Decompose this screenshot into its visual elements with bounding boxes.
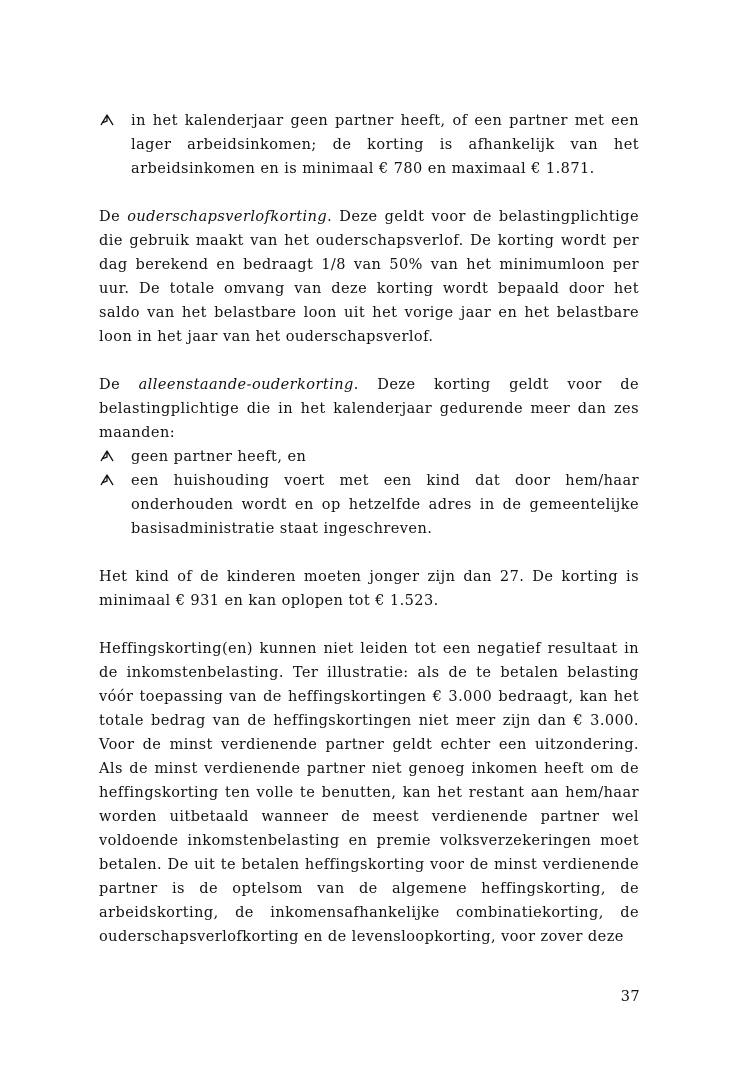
list-item bbox=[99, 469, 639, 541]
paragraph-text: . Deze geldt voor de belastingplichtige die gebruik maakt van het ouderschapsverlof. De korting wordt per dag berekend en bedraagt 1/8 van 50% van het minimumloon per uur. De totale omvang van deze korting wordt bepaald door het saldo van het belastbare loon uit het vorige jaar en het belastbare loon in het jaar van het ouderschapsverlof. bbox=[99, 209, 639, 345]
paragraph-kind: Het kind of de kinderen moeten jonger zijn dan 27. De korting is minimaal € 931 en kan oplopen tot € 1.523. bbox=[99, 569, 639, 609]
term-ouderschapsverlofkorting: ouderschapsverlofkorting bbox=[127, 209, 328, 225]
paragraph-alleenstaande-ouderkorting bbox=[99, 373, 639, 445]
list-item bbox=[99, 445, 639, 469]
paragraph-text: . Deze korting geldt voor de belastingplichtige die in het kalenderjaar gedurende meer dan zes maanden: bbox=[99, 377, 639, 441]
document-body bbox=[99, 109, 639, 949]
paragraph-lead: De bbox=[99, 209, 128, 225]
alleenstaande-bullet-list bbox=[99, 445, 639, 541]
list-item bbox=[99, 109, 639, 181]
intro-bullet-list bbox=[99, 109, 639, 181]
paragraph-heffingskorting: Heffingskorting(en) kunnen niet leiden tot een negatief resultaat in de inkomstenbelasting. Ter illustratie: als de te betalen belasting vóór toepassing van de heffingskortingen € 3.000 bedraagt, kan het totale bedrag van de heffingskortingen niet meer zijn dan € 3.000. Voor de minst verdienende partner geldt echter een uitzondering. Als de minst verdienende partner niet genoeg inkomen heeft om de heffingskorting ten volle te benutten, kan het restant aan hem/haar worden uitbetaald wanneer de meest verdienende partner wel voldoende inkomstenbelasting en premie volksverzekeringen moet betalen. De uit te betalen heffingskorting voor de minst verdienende partner is de optelsom van de algemene heffingskorting, de arbeidskorting, de inkomensafhankelijke combinatiekorting, de ouderschapsverlofkorting en de levensloopkorting, voor zover deze bbox=[99, 641, 639, 945]
bullet-text: geen partner heeft, en bbox=[131, 449, 307, 465]
page-number: 37 bbox=[620, 989, 640, 1005]
open-triangle-pennant-icon bbox=[99, 113, 115, 127]
bullet-text: een huishouding voert met een kind dat door hem/haar onderhouden wordt en op hetzelfde adres in de gemeentelijke basisadministratie staat ingeschreven. bbox=[131, 473, 639, 537]
term-alleenstaande-ouderkorting: alleenstaande-ouderkorting bbox=[138, 377, 354, 393]
paragraph-ouderschapsverlofkorting bbox=[99, 205, 639, 349]
paragraph-lead: De bbox=[99, 377, 139, 393]
bullet-text: in het kalenderjaar geen partner heeft, of een partner met een lager arbeidsinkomen; de korting is afhankelijk van het arbeidsinkomen en is minimaal € 780 en maximaal € 1.871. bbox=[131, 113, 639, 177]
open-triangle-pennant-icon bbox=[99, 449, 115, 463]
open-triangle-pennant-icon bbox=[99, 473, 115, 487]
